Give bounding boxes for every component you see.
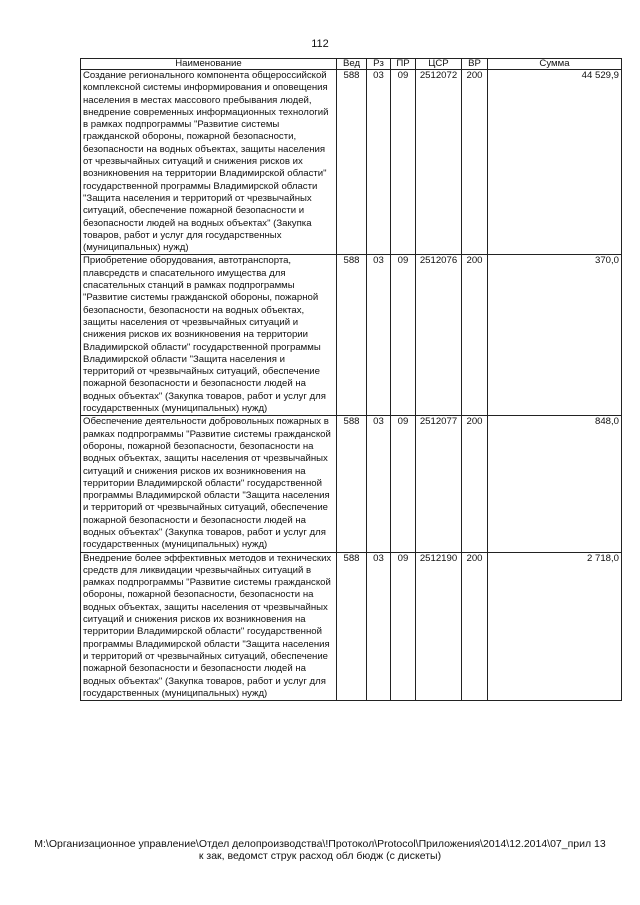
row-csr: 2512072 (416, 70, 462, 255)
row-name: Внедрение более эффективных методов и технических средств для ликвидации чрезвычайных ситуаций в рамках подпрограммы "Развитие системы гражданской обороны, пожарной безопасности, безопасности на водных объектах, защиты населения от чрезвычайных ситуаций и снижения рисков их возникновения на территории Владимирской области" государственной программы Владимирской области "Защита населения и территорий от чрезвычайных ситуаций, обеспечение пожарной безопасности и безопасности людей на водных объектах" (Закупка товаров, работ и услуг для государственных (муниципальных) нужд) (81, 552, 337, 701)
row-ved: 588 (337, 70, 367, 255)
row-ved: 588 (337, 255, 367, 416)
row-csr: 2512077 (416, 416, 462, 552)
row-csr: 2512190 (416, 552, 462, 701)
table-row (81, 70, 622, 255)
row-sum: 44 529,9 (488, 70, 622, 255)
row-pr: 09 (391, 552, 416, 701)
header-csr: ЦСР (416, 59, 462, 70)
header-pr: ПР (391, 59, 416, 70)
header-sum: Сумма (488, 59, 622, 70)
header-rz: Рз (367, 59, 391, 70)
header-name: Наименование (81, 59, 337, 70)
header-vr: ВР (462, 59, 488, 70)
row-name: Обеспечение деятельности добровольных пожарных в рамках подпрограммы "Развитие системы гражданской обороны, пожарной безопасности, безопасности на водных объектах, защиты населения от чрезвычайных ситуаций и снижения рисков их возникновения на территории Владимирской области" государственной программы Владимирской области "Защита населения и территорий от чрезвычайных ситуаций, обеспечение пожарной безопасности и безопасности людей на водных объектах" (Закупка товаров, работ и услуг для государственных (муниципальных) нужд) (81, 416, 337, 552)
row-sum: 2 718,0 (488, 552, 622, 701)
row-rz: 03 (367, 70, 391, 255)
row-rz: 03 (367, 255, 391, 416)
row-vr: 200 (462, 255, 488, 416)
footer-line-2: к зак, ведомст струк расход обл бюдж (с дискеты) (198, 850, 442, 862)
table-row (81, 552, 622, 701)
row-sum: 848,0 (488, 416, 622, 552)
row-pr: 09 (391, 255, 416, 416)
row-ved: 588 (337, 416, 367, 552)
budget-table (80, 58, 622, 701)
row-vr: 200 (462, 70, 488, 255)
row-pr: 09 (391, 70, 416, 255)
row-rz: 03 (367, 552, 391, 701)
row-name: Создание регионального компонента общероссийской комплексной системы информирования и оповещения населения в местах массового пребывания людей, внедрение современных информационных технологий в рамках подпрограммы "Развитие системы гражданской обороны, пожарной безопасности, безопасности на водных объектах, защиты населения от чрезвычайных ситуаций и снижения рисков их возникновения на территории Владимирской области" государственной программы Владимирской области "Защита населения и территорий от чрезвычайных ситуаций, обеспечение пожарной безопасности и безопасности людей на водных объектах" (Закупка товаров, работ и услуг для государственных (муниципальных) нужд) (81, 70, 337, 255)
table-header-row (81, 59, 622, 70)
header-ved: Вед (337, 59, 367, 70)
footer-file-path (0, 838, 640, 862)
footer-line-1: M:\Организационное управление\Отдел делопроизводства\!Протокол\Protocol\Приложения\2014\12.2014\07_прил 13 (34, 838, 606, 850)
row-vr: 200 (462, 552, 488, 701)
row-name: Приобретение оборудования, автотранспорта, плавсредств и спасательного имущества для спасательных станций в рамках подпрограммы "Развитие системы гражданской обороны, пожарной безопасности, безопасности на водных объектах, защиты населения от чрезвычайных ситуаций и снижения рисков их возникновения на территории Владимирской области" государственной программы Владимирской области "Защита населения и территорий от чрезвычайных ситуаций, обеспечение пожарной безопасности и безопасности людей на водных объектах" (Закупка товаров, работ и услуг для государственных (муниципальных) нужд) (81, 255, 337, 416)
row-csr: 2512076 (416, 255, 462, 416)
row-ved: 588 (337, 552, 367, 701)
page-number: 112 (311, 38, 329, 50)
table-row (81, 416, 622, 552)
row-sum: 370,0 (488, 255, 622, 416)
row-pr: 09 (391, 416, 416, 552)
row-rz: 03 (367, 416, 391, 552)
table-row (81, 255, 622, 416)
row-vr: 200 (462, 416, 488, 552)
